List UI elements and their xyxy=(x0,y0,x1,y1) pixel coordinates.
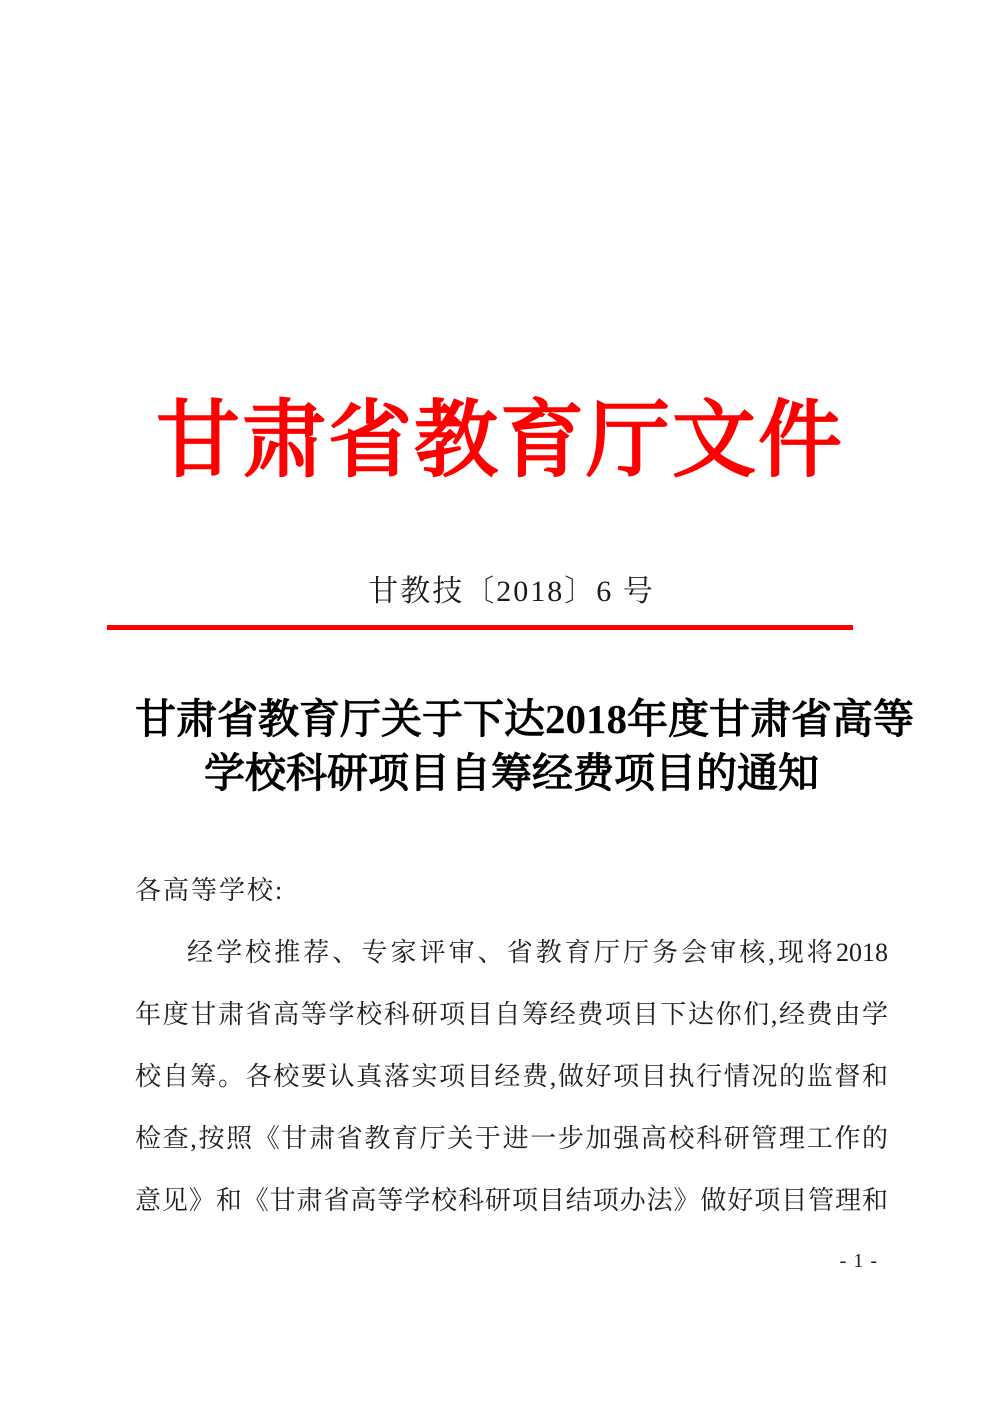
document-body xyxy=(135,860,888,1232)
body-line: 校自筹。各校要认真落实项目经费,做好项目执行情况的监督和 xyxy=(135,1062,888,1091)
subject-title-line-1: 甘肃省教育厅关于下达2018年度甘肃省高等 xyxy=(135,696,914,742)
body-line: 检查,按照《甘肃省教育厅关于进一步加强高校科研管理工作的 xyxy=(135,1124,888,1153)
body-line: 年度甘肃省高等学校科研项目自筹经费项目下达你们,经费由学 xyxy=(135,1000,888,1029)
body-line: 经学校推荐、专家评审、省教育厅厅务会审核,现将2018 xyxy=(187,938,888,967)
subject-title-line-2: 学校科研项目自筹经费项目的通知 xyxy=(204,750,819,796)
salutation: 各高等学校: xyxy=(135,876,285,905)
body-line: 意见》和《甘肃省高等学校科研项目结项办法》做好项目管理和 xyxy=(135,1186,888,1215)
document-number: 甘教技〔2018〕6 号 xyxy=(368,575,655,608)
red-divider-line xyxy=(107,625,853,630)
document-header-title: 甘肃省教育厅文件 xyxy=(155,395,844,488)
page-number: - 1 - xyxy=(839,1250,878,1272)
document-subject-title xyxy=(135,692,914,800)
